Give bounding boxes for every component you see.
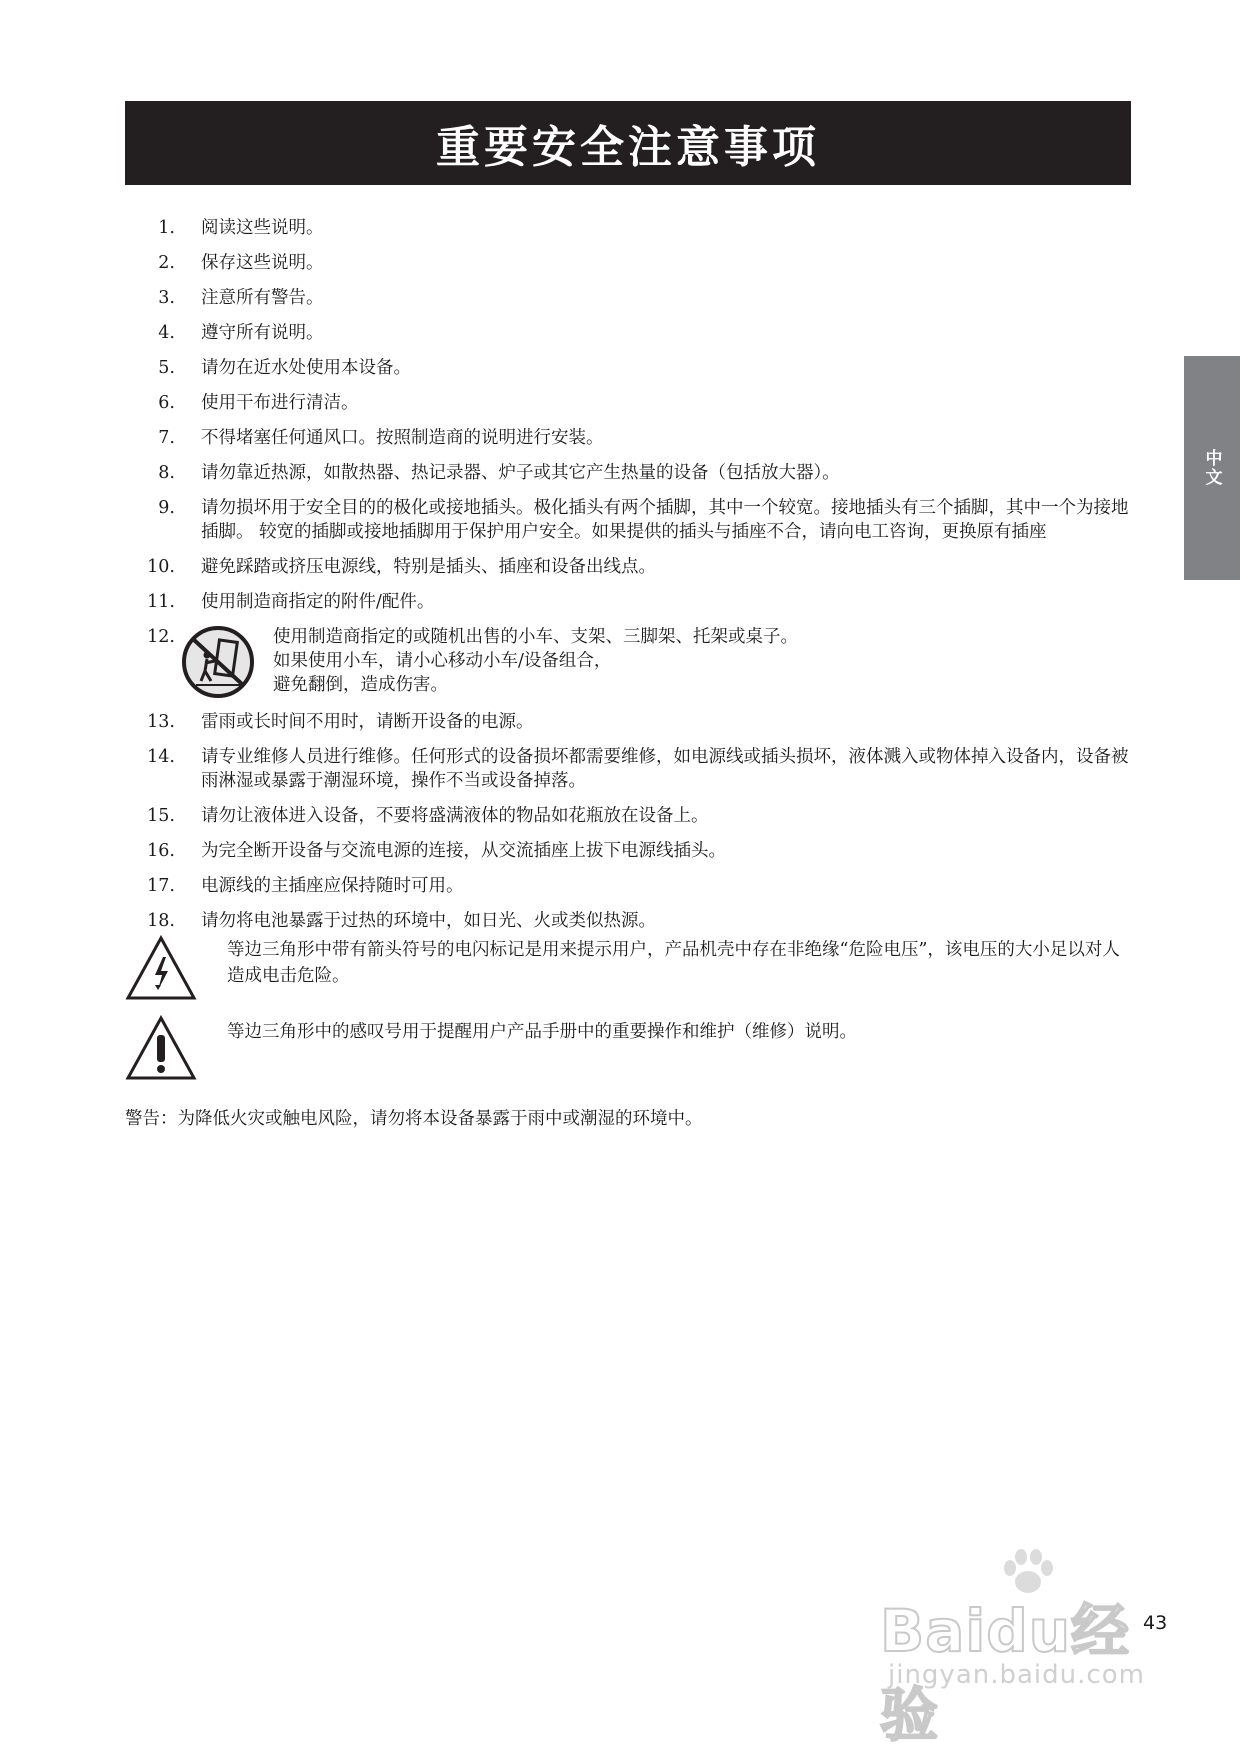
item-number: 4. <box>158 323 175 343</box>
item-number: 10. <box>147 557 175 577</box>
item-number: 11. <box>147 592 175 612</box>
item-text: 为完全断开设备与交流电源的连接，从交流插座上拔下电源线插头。 <box>201 841 726 861</box>
list-item <box>125 555 1135 579</box>
watermark-logo: Baidu经验 <box>880 1597 1131 1749</box>
item-number: 17. <box>147 876 175 896</box>
item-number: 8. <box>158 463 175 483</box>
item-text: 不得堵塞任何通风口。按照制造商的说明进行安装。 <box>201 428 604 448</box>
item-number: 13. <box>147 712 175 732</box>
cart-tip-over-icon <box>181 625 255 699</box>
item-text: 保存这些说明。 <box>201 253 324 273</box>
item-text: 请勿将电池暴露于过热的环境中，如日光、火或类似热源。 <box>201 911 656 931</box>
item-number: 1. <box>158 218 175 238</box>
language-tab <box>1184 356 1240 580</box>
safety-list <box>125 216 1135 1130</box>
cart-line: 避免翻倒，造成伤害。 <box>273 675 448 695</box>
item-number: 7. <box>158 428 175 448</box>
lightning-symbol-note <box>125 935 1135 1001</box>
page-number: 43 <box>1143 1612 1168 1634</box>
exclamation-warning-icon <box>125 1015 197 1081</box>
list-item-cart <box>125 625 1135 699</box>
item-text: 使用干布进行清洁。 <box>201 393 359 413</box>
list-item <box>125 839 1135 863</box>
warning-statement: 警告：为降低火灾或触电风险，请勿将本设备暴露于雨中或潮湿的环境中。 <box>125 1109 703 1129</box>
item-number: 9. <box>158 498 175 518</box>
lightning-warning-icon <box>125 935 197 1001</box>
exclamation-symbol-note <box>125 1015 1135 1081</box>
cart-warning-text <box>273 625 1135 699</box>
list-item <box>125 356 1135 380</box>
list-item <box>125 321 1135 345</box>
list-item <box>125 391 1135 415</box>
item-text: 使用制造商指定的附件/配件。 <box>201 592 435 612</box>
list-item <box>125 286 1135 310</box>
item-number: 14. <box>147 747 175 767</box>
list-item <box>125 909 1135 933</box>
item-number: 12. <box>147 627 175 647</box>
item-text: 电源线的主插座应保持随时可用。 <box>201 876 464 896</box>
item-number: 18. <box>147 911 175 931</box>
list-item <box>125 251 1135 275</box>
cart-line: 如果使用小车，请小心移动小车/设备组合， <box>273 651 612 671</box>
watermark-url: jingyan.baidu.com <box>888 1660 1145 1690</box>
item-text: 请专业维修人员进行维修。任何形式的设备损坏都需要维修，如电源线或插头损坏，液体溅入或物体掉入设备内，设备被雨淋湿或暴露于潮湿环境，操作不当或设备掉落。 <box>201 747 1129 791</box>
list-item <box>125 461 1135 485</box>
cart-line: 使用制造商指定的或随机出售的小车、支架、三脚架、托架或桌子。 <box>273 627 798 647</box>
lightning-symbol-text: 等边三角形中带有箭头符号的电闪标记是用来提示用户，产品机壳中存在非绝缘“危险电压”，该电压的大小足以对人造成电击危险。 <box>227 940 1120 986</box>
list-item <box>125 216 1135 240</box>
list-item <box>125 426 1135 450</box>
list-item <box>125 590 1135 614</box>
exclamation-symbol-text: 等边三角形中的感叹号用于提醒用户产品手册中的重要操作和维护（维修）说明。 <box>227 1022 857 1042</box>
list-item <box>125 710 1135 734</box>
item-number: 16. <box>147 841 175 861</box>
title-banner <box>125 101 1131 185</box>
item-text: 雷雨或长时间不用时，请断开设备的电源。 <box>201 712 534 732</box>
item-text: 请勿让液体进入设备，不要将盛满液体的物品如花瓶放在设备上。 <box>201 806 709 826</box>
list-item <box>125 804 1135 828</box>
list-item <box>125 496 1135 544</box>
item-number: 2. <box>158 253 175 273</box>
item-text: 注意所有警告。 <box>201 288 324 308</box>
item-text: 请勿在近水处使用本设备。 <box>201 358 411 378</box>
list-item <box>125 874 1135 898</box>
item-number: 15. <box>147 806 175 826</box>
item-number: 5. <box>158 358 175 378</box>
item-text: 避免踩踏或挤压电源线，特别是插头、插座和设备出线点。 <box>201 557 656 577</box>
language-tab-label: 中文 <box>1201 449 1222 487</box>
item-text: 阅读这些说明。 <box>201 218 324 238</box>
item-text: 遵守所有说明。 <box>201 323 324 343</box>
item-number: 3. <box>158 288 175 308</box>
page-title: 重要安全注意事项 <box>436 122 820 173</box>
item-text: 请勿靠近热源，如散热器、热记录器、炉子或其它产生热量的设备（包括放大器）。 <box>201 463 840 483</box>
list-item <box>125 745 1135 793</box>
item-text: 请勿损坏用于安全目的的极化或接地插头。极化插头有两个插脚，其中一个较宽。接地插头有三个插脚，其中一个为接地插脚。 较宽的插脚或接地插脚用于保护用户安全。如果提供的插头与插座不合，请向电工咨询，更换原有插座 <box>201 498 1129 542</box>
item-number: 6. <box>158 393 175 413</box>
watermark <box>880 1548 1180 1749</box>
